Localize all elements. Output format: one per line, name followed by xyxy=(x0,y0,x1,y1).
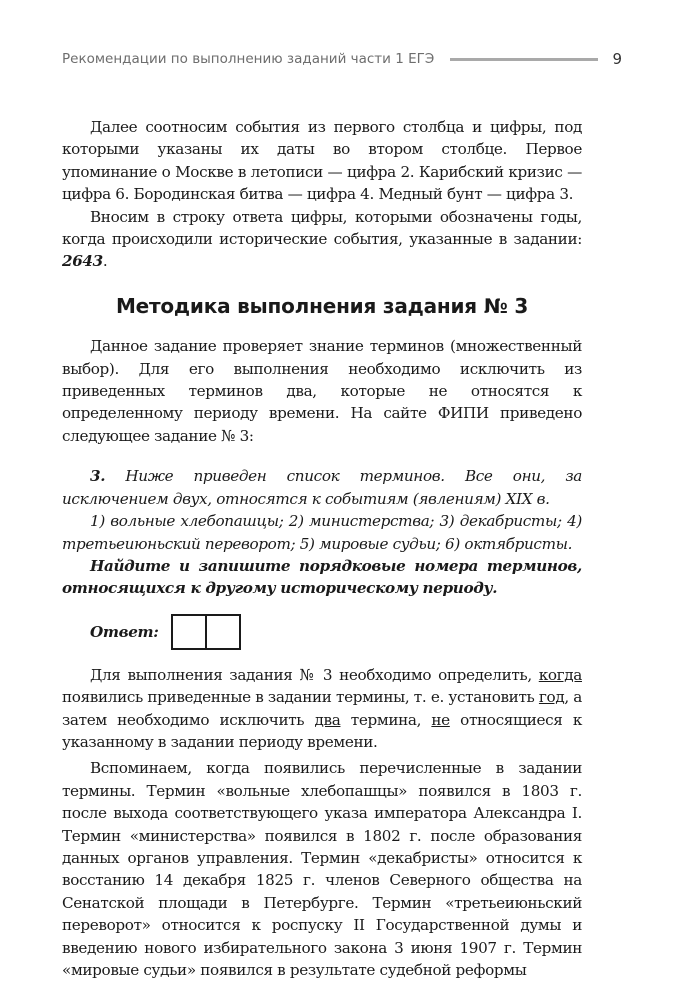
explanation-paragraph-2: Вспоминаем, когда появились перечисленные в задании термины. Термин «вольные хлебопашцы» появился в 1803 г. после выхода соответствующего указа императора Александра I. Термин «министерства» появился в 1802 г. после образования данных органов управления. Термин «декабристы» относится к восстанию 14 декабря 1825 г. членов Северного общества на Сенатской площади в Петербурге. Термин «третьеиюньский переворот» относится к роспуску II Государственной думы и введению нового избирательного закона 3 июня 1907 г. Термин «мировые судьи» появился в результате судебной реформы xyxy=(62,759,582,979)
page-number: 9 xyxy=(612,50,622,68)
running-title: Рекомендации по выполнению заданий части 1 ЕГЭ xyxy=(62,51,435,67)
answer-cell-1 xyxy=(173,616,205,648)
answer-digits: 2643 xyxy=(62,252,103,271)
task-block xyxy=(62,465,582,599)
section-heading: Методика выполнения задания № 3 xyxy=(115,293,529,318)
page-header xyxy=(62,47,622,71)
header-rule xyxy=(450,58,598,61)
intro-paragraph-1: Далее соотносим события из первого столбца и цифры, под которыми указаны их даты во втором столбце. Первое упоминание о Москве в летописи — цифра 2. Карибский кризис — цифра 6. Бородинская битва — цифра 4. Медный бунт — цифра 3. xyxy=(62,118,582,204)
section-paragraph-1: Данное задание проверяет знание терминов (множественный выбор). Для его выполнения необходимо исключить из приведенных терминов два, которые не относятся к определенному периоду времени. На сайте ФИПИ приведено следующее задание № 3: xyxy=(62,337,582,445)
answer-cell-2 xyxy=(205,616,239,648)
explanation-paragraph-1: Для выполнения задания № 3 необходимо определить, когда появились приведенные в задании термины, т. е. установить год, а затем необходимо исключить два термина, не относящиеся к указанному в задании периоду времени. xyxy=(62,665,582,751)
task-instruction: Найдите и запишите порядковые номера терминов, относящихся к другому историческому периоду. xyxy=(62,556,582,598)
intro-paragraph-2: Вносим в строку ответа цифры, которыми обозначены годы, когда происходили исторические события, указанные в задании: 2643. xyxy=(62,207,582,271)
answer-label: Ответ: xyxy=(90,622,159,641)
answer-box xyxy=(171,614,241,650)
task-terms: 1) вольные хлебопашцы; 2) министерства; 3) декабристы; 4) третьеиюньский переворот; 5) мировые судьи; 6) октябристы. xyxy=(62,512,582,553)
page-content xyxy=(62,116,582,981)
task-statement: 3. Ниже приведен список терминов. Все они, за исключением двух, относятся к событиям (явлениям) XIX в. xyxy=(62,467,582,508)
task-number: 3. xyxy=(90,467,106,486)
answer-row xyxy=(90,614,582,650)
